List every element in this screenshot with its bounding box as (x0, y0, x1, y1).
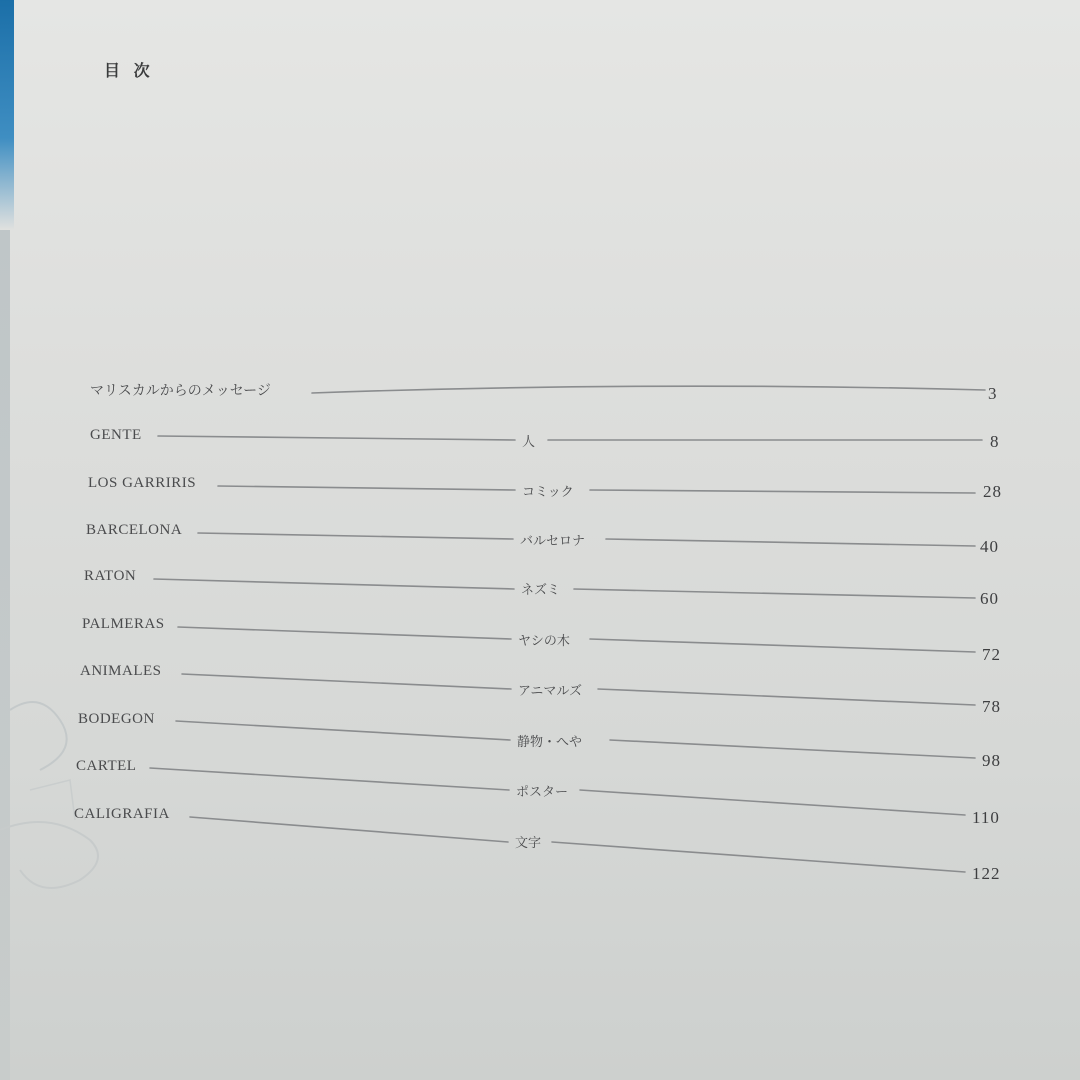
toc-entry-page: 122 (972, 864, 1001, 883)
toc-entry-title: GENTE (90, 427, 142, 443)
toc-entry-title: CALIGRAFIA (74, 806, 170, 822)
leader-line (312, 386, 985, 393)
toc-entry-subtitle: 静物・へや (517, 735, 583, 750)
toc-entry-page: 40 (980, 537, 999, 556)
toc-entry-subtitle: 人 (522, 435, 536, 450)
toc-entry-page: 3 (988, 384, 998, 403)
toc-entry-title: CARTEL (76, 758, 137, 774)
toc-entry-title: BARCELONA (86, 522, 183, 538)
toc-entry-title: ANIMALES (80, 663, 162, 679)
leader-line (198, 533, 975, 546)
toc-entry-subtitle: 文字 (515, 836, 542, 851)
toc-entry-page: 78 (982, 697, 1001, 716)
toc-heading: 目 次 (104, 61, 154, 80)
toc-entry-page: 98 (982, 751, 1001, 770)
leader-line (218, 486, 975, 493)
leader-line (190, 817, 965, 872)
toc-entry-subtitle: ヤシの木 (518, 634, 570, 649)
toc-entry-title: PALMERAS (82, 616, 165, 632)
toc-entry-page: 28 (983, 482, 1002, 501)
toc-entry-title: LOS GARRIRIS (88, 475, 197, 491)
toc-entry-subtitle: ポスター (516, 785, 569, 800)
leader-line (154, 579, 975, 598)
toc-entry-page: 110 (972, 808, 1000, 827)
leader-line (178, 627, 975, 652)
toc-entry-page: 72 (982, 645, 1001, 664)
toc-entry-page: 8 (990, 432, 1000, 451)
toc-entry-subtitle: ネズミ (521, 583, 561, 598)
toc-entry-subtitle: バルセロナ (520, 534, 586, 549)
leader-line (158, 436, 982, 440)
toc-entry-subtitle: コミック (522, 485, 574, 500)
toc-entry-page: 60 (980, 589, 999, 608)
toc-entry-title: マリスカルからのメッセージ (90, 383, 271, 399)
toc-entry-title: RATON (84, 568, 137, 584)
toc-entry-title: BODEGON (78, 711, 155, 727)
toc-entry-subtitle: アニマルズ (518, 684, 582, 699)
